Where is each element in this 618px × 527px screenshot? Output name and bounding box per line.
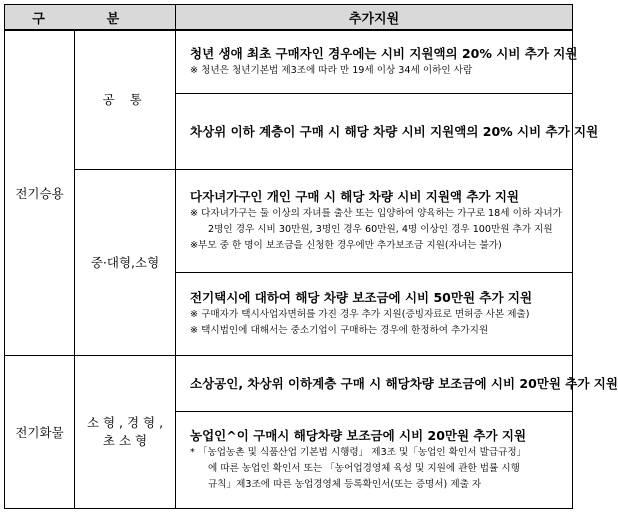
subcategory-truck-line2: 초 소 형 <box>102 433 148 448</box>
support-taxi-main: 전기택시에 대하여 해당 차량 보조금에 시비 50만원 추가 지원 <box>190 290 533 305</box>
support-farmer <box>176 412 573 509</box>
category-ev-car: 전기승용 <box>5 30 75 356</box>
support-youth <box>176 30 578 94</box>
support-taxi-note2: ※ 택시법인에 대해서는 중소기업이 구매하는 경우에 한정하여 추가지원 <box>190 325 489 336</box>
subcategory-mid-large-small: 중·대형,소형 <box>75 170 176 356</box>
support-low-income <box>176 94 599 170</box>
table-row <box>5 170 573 273</box>
header-category: 구 분 <box>5 5 176 31</box>
subcategory-common: 공 통 <box>75 30 176 170</box>
header-support: 추가지원 <box>176 5 573 31</box>
support-farmer-main: 농업인^이 구매시 해당차량 보조금에 시비 20만원 추가 지원 <box>190 428 527 443</box>
support-multi-child <box>176 170 573 273</box>
support-farmer-note3: 규칙」제3조에 따른 농업경영체 등록확인서(또는 증명서) 제출 자 <box>208 479 482 490</box>
support-small-business <box>176 356 618 412</box>
category-ev-truck: 전기화물 <box>5 356 75 509</box>
table-row <box>5 356 573 412</box>
support-youth-note: ※ 청년은 청년기본법 제3조에 따라 만 19세 이상 34세 이하인 사람 <box>190 65 473 76</box>
support-small-business-main: 소상공인, 차상위 이하계층 구매 시 해당차량 보조금에 시비 20만원 추가 지원 <box>190 375 618 391</box>
support-table <box>4 4 618 509</box>
table-row <box>5 30 573 94</box>
support-farmer-note1: * 「농업농촌 및 식품산업 기본법 시행령」 제3조 및「농업인 확인서 발급규정」 <box>190 447 527 458</box>
support-taxi-note1: ※ 구매자가 택시사업자면허를 가진 경우 추가 지원(증빙자료로 면허증 사본 제출) <box>190 309 530 320</box>
support-farmer-note2: 에 따른 농업인 확인서 또는 「농어업경영체 육성 및 지원에 관한 법률 시행 <box>208 463 520 474</box>
subcategory-truck <box>75 356 176 509</box>
support-multi-child-note1: ※ 다자녀가구는 둘 이상의 자녀를 출산 또는 입양하여 양육하는 가구로 18세 이하 자녀가 <box>190 208 562 219</box>
support-youth-main: 청년 생애 최초 구매자인 경우에는 시비 지원액의 20% 시비 추가 지원 <box>190 46 578 61</box>
table-header-row <box>5 5 573 31</box>
support-low-income-main: 차상위 이하 계층이 구매 시 해당 차량 시비 지원액의 20% 시비 추가 지원 <box>190 123 599 139</box>
support-multi-child-main: 다자녀가구인 개인 구매 시 해당 차량 시비 지원액 추가 지원 <box>190 189 519 204</box>
support-taxi <box>176 273 573 356</box>
support-multi-child-note2: 2명인 경우 시비 30만원, 3명인 경우 60만원, 4명 이상인 경우 100만원 추가 지원 <box>208 224 553 235</box>
subcategory-truck-line1: 소 형 , 경 형 , <box>86 415 164 430</box>
support-multi-child-note3: ※부모 중 한 명이 보조금을 신청한 경우에만 추가보조금 지원(자녀는 불가) <box>190 240 502 251</box>
